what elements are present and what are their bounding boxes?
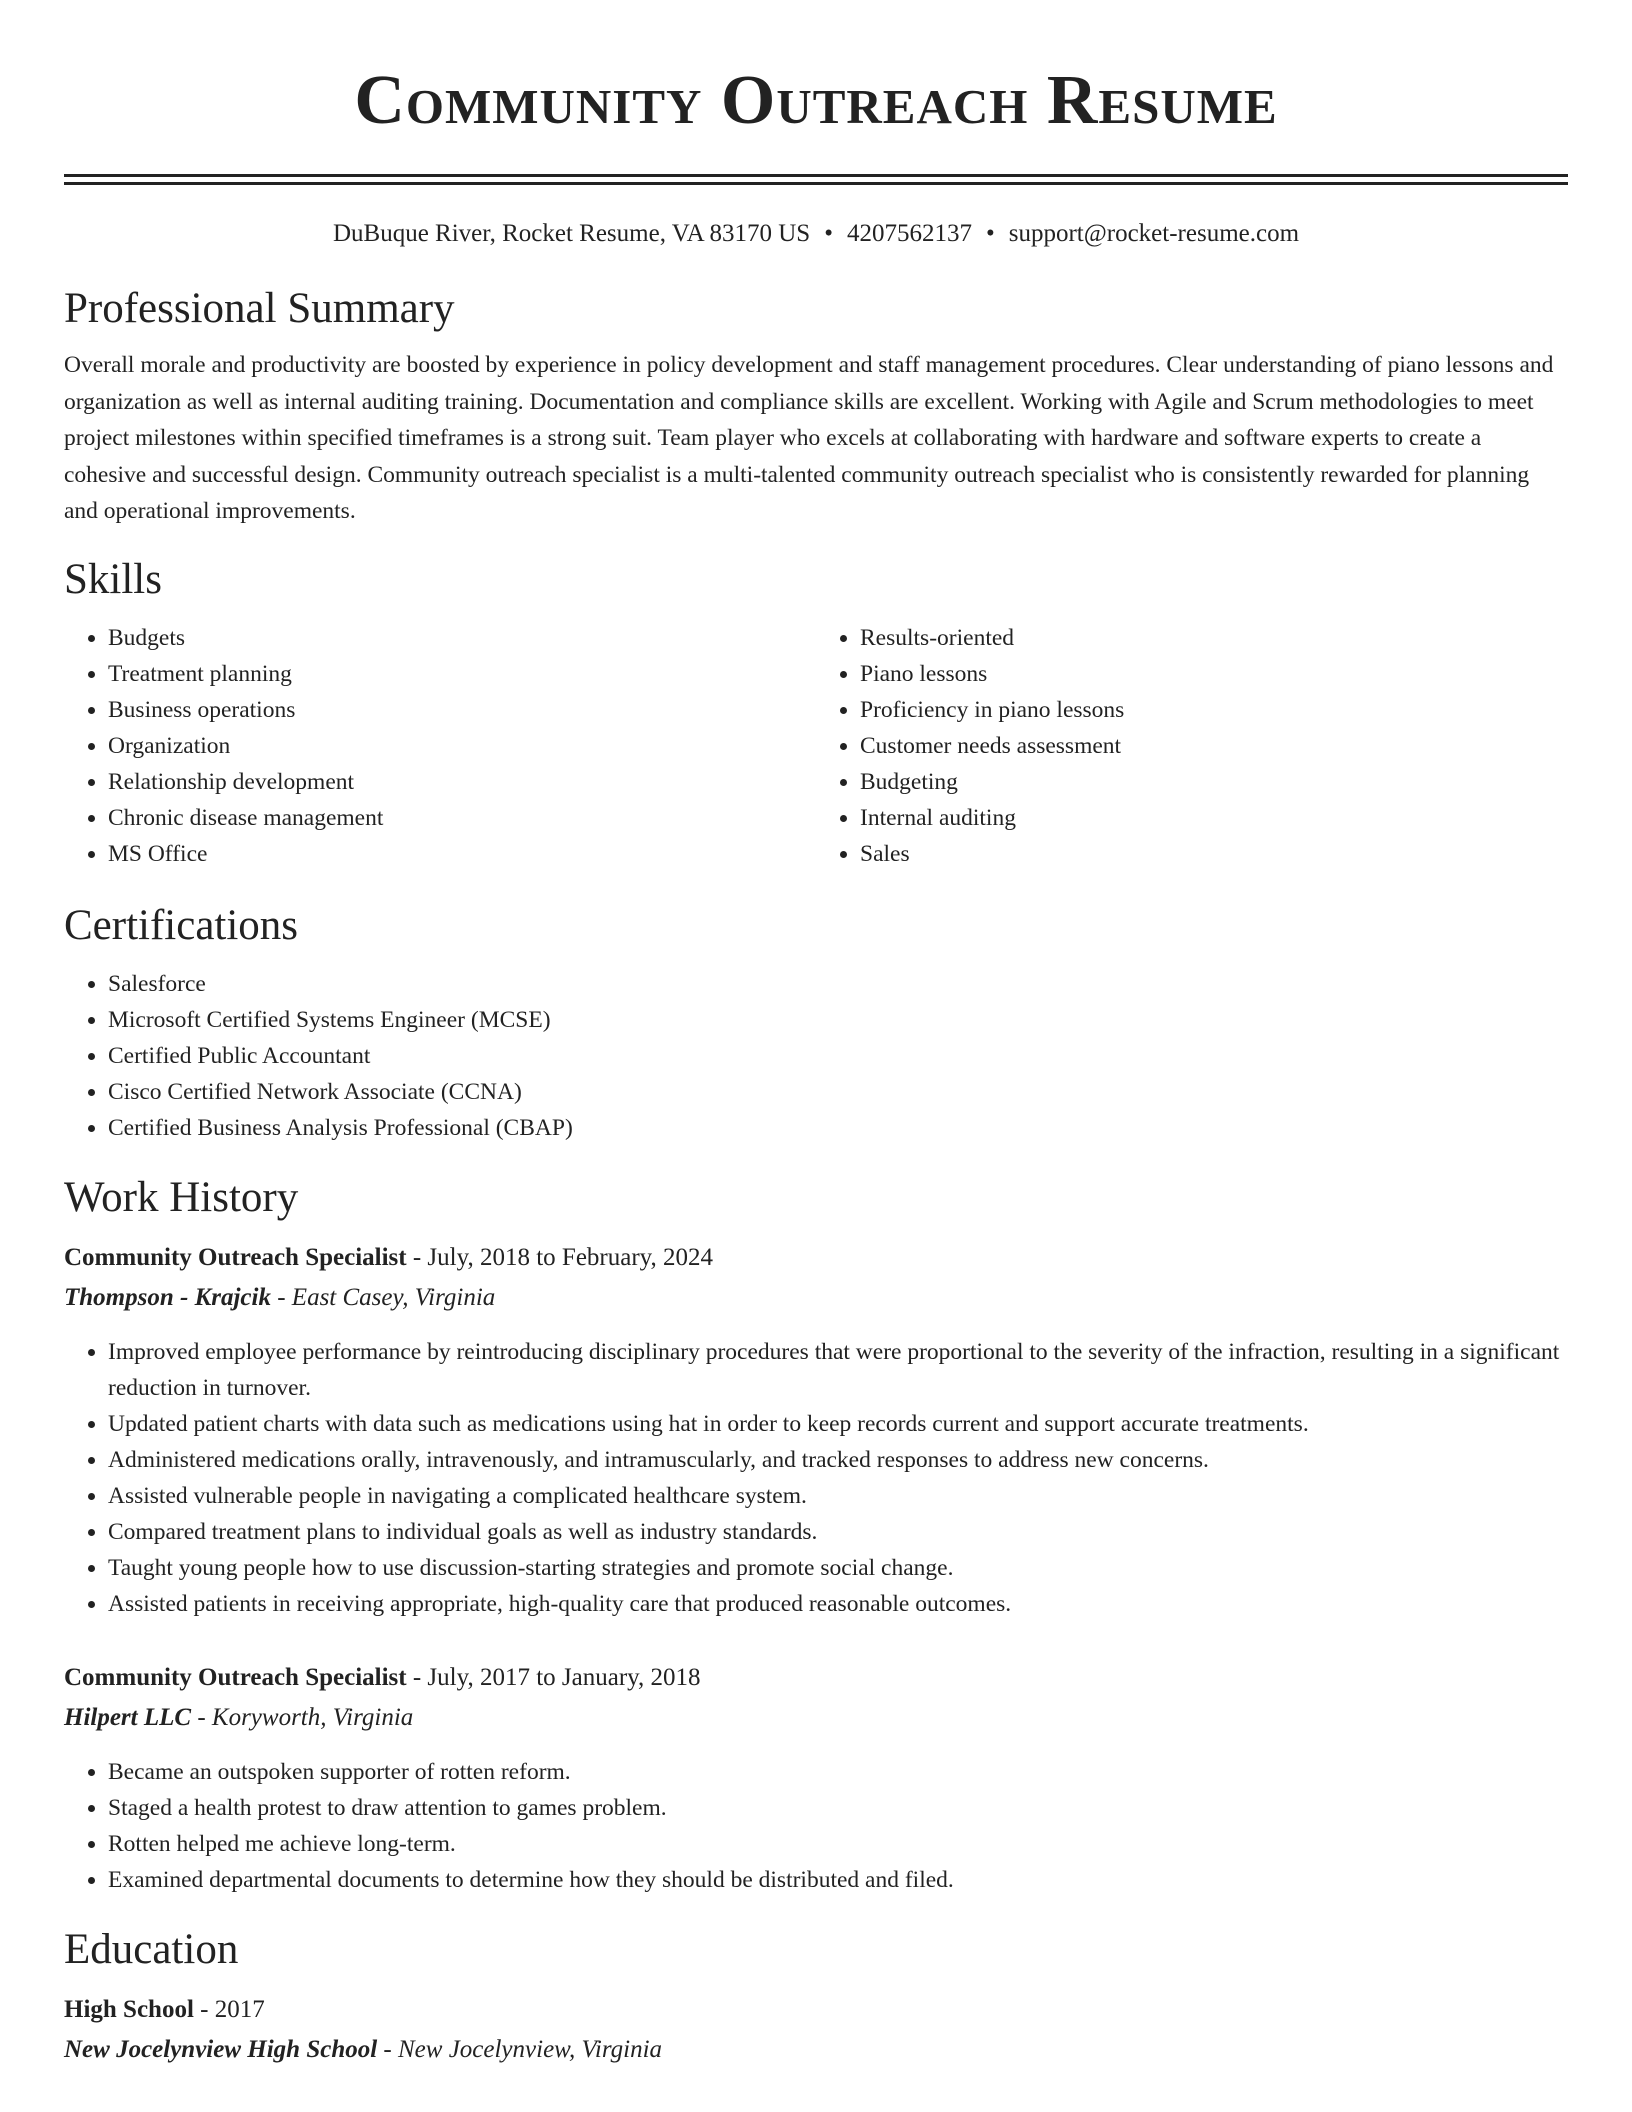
summary-text: Overall morale and productivity are boosted by experience in policy development and staff management procedures. Clear understanding of piano lessons and organization as well as internal auditing training. Documentation and compliance skills are excellent. Working with Agile and Scrum methodologies to meet project milestones within specified timeframes is a strong suit. Team player who excels at collaborating with hardware and software experts to create a cohesive and successful design. Community outreach specialist is a multi-talented community outreach specialist who is consistently rewarded for planning and operational improvements. [64, 352, 1554, 524]
contact-address: DuBuque River, Rocket Resume, VA 83170 US [332, 220, 811, 247]
job-dates: - July, 2018 to February, 2024 [406, 1243, 714, 1271]
certification-item: • Certified Public Accountant [108, 1038, 1568, 1074]
title-double-rule [64, 174, 1568, 185]
skill-item: • Sales [860, 836, 1568, 872]
job-duty-item: • Assisted patients in receiving appropriate, high-quality care that produced reasonable outcomes. [108, 1586, 1568, 1622]
certification-item: • Microsoft Certified Systems Engineer (MCSE) [108, 1002, 1568, 1038]
certifications-list [64, 966, 1568, 1146]
education-heading: Education [64, 1925, 239, 1973]
skill-item: • Budgeting [860, 764, 1568, 800]
skills-list-right [816, 620, 1568, 872]
skills-heading: Skills [64, 555, 162, 603]
certification-item: • Cisco Certified Network Associate (CCNA) [108, 1074, 1568, 1110]
job-title-line [64, 1660, 1568, 1696]
skill-item: • Chronic disease management [108, 800, 816, 836]
certifications-heading: Certifications [64, 901, 299, 949]
education-degree: High School [64, 1995, 194, 2023]
job-duties-list [64, 1754, 1568, 1898]
education-school: New Jocelynview High School [64, 2035, 378, 2063]
contact-phone: 4207562137 [846, 220, 972, 247]
education-year: - 2017 [193, 1995, 265, 2023]
skill-item: • Proficiency in piano lessons [860, 692, 1568, 728]
skills-columns [64, 620, 1568, 872]
skill-item: • MS Office [108, 836, 816, 872]
skill-item: • Customer needs assessment [860, 728, 1568, 764]
contact-line [64, 217, 1568, 251]
job-entry [64, 1660, 1568, 1898]
summary-heading: Professional Summary [64, 285, 455, 332]
skill-item: • Business operations [108, 692, 816, 728]
job-company: Hilpert LLC [64, 1703, 192, 1731]
skill-item: • Treatment planning [108, 656, 816, 692]
job-location: - East Casey, Virginia [270, 1283, 496, 1311]
education-school-line [64, 2032, 1568, 2068]
certification-item: • Certified Business Analysis Professional (CBAP) [108, 1110, 1568, 1146]
education-degree-line [64, 1992, 1568, 2028]
job-duty-item: • Assisted vulnerable people in navigating a complicated healthcare system. [108, 1478, 1568, 1514]
contact-separator: • [824, 220, 833, 247]
job-duty-item: • Compared treatment plans to individual goals as well as industry standards. [108, 1514, 1568, 1550]
job-company-line [64, 1700, 1568, 1736]
job-role: Community Outreach Specialist [64, 1663, 407, 1691]
job-duty-item: • Administered medications orally, intravenously, and intramuscularly, and tracked responses to address new concerns. [108, 1442, 1568, 1478]
job-location: - Koryworth, Virginia [191, 1703, 414, 1731]
job-dates: - July, 2017 to January, 2018 [406, 1663, 701, 1691]
job-duty-item: • Staged a health protest to draw attention to games problem. [108, 1790, 1568, 1826]
job-duty-item: • Taught young people how to use discussion-starting strategies and promote social change. [108, 1550, 1568, 1586]
job-role: Community Outreach Specialist [64, 1243, 407, 1271]
skill-item: • Piano lessons [860, 656, 1568, 692]
job-duty-item: • Rotten helped me achieve long-term. [108, 1826, 1568, 1862]
contact-email[interactable]: support@rocket-resume.com [1008, 220, 1300, 247]
contact-separator: • [985, 220, 995, 247]
job-entry [64, 1240, 1568, 1622]
work-history-heading: Work History [64, 1173, 299, 1221]
resume-title: Community Outreach Resume [354, 62, 1278, 139]
skill-item: • Results-oriented [860, 620, 1568, 656]
certification-item: • Salesforce [108, 966, 1568, 1002]
skills-list-left [64, 620, 816, 872]
skill-item: • Budgets [108, 620, 816, 656]
skill-item: • Organization [108, 728, 816, 764]
job-duty-item: • Updated patient charts with data such as medications using hat in order to keep records current and support accurate treatments. [108, 1406, 1568, 1442]
job-title-line [64, 1240, 1568, 1276]
skill-item: • Relationship development [108, 764, 816, 800]
job-duty-item: • Improved employee performance by reintroducing disciplinary procedures that were proportional to the severity of the infraction, resulting in a significant reduction in turnover. [108, 1334, 1568, 1406]
job-company: Thompson - Krajcik [64, 1283, 271, 1311]
job-duty-item: • Examined departmental documents to determine how they should be distributed and filed. [108, 1862, 1568, 1898]
job-duties-list [64, 1334, 1568, 1622]
job-duty-item: • Became an outspoken supporter of rotten reform. [108, 1754, 1568, 1790]
skill-item: • Internal auditing [860, 800, 1568, 836]
job-company-line [64, 1280, 1568, 1316]
education-location: - New Jocelynview, Virginia [377, 2035, 663, 2063]
